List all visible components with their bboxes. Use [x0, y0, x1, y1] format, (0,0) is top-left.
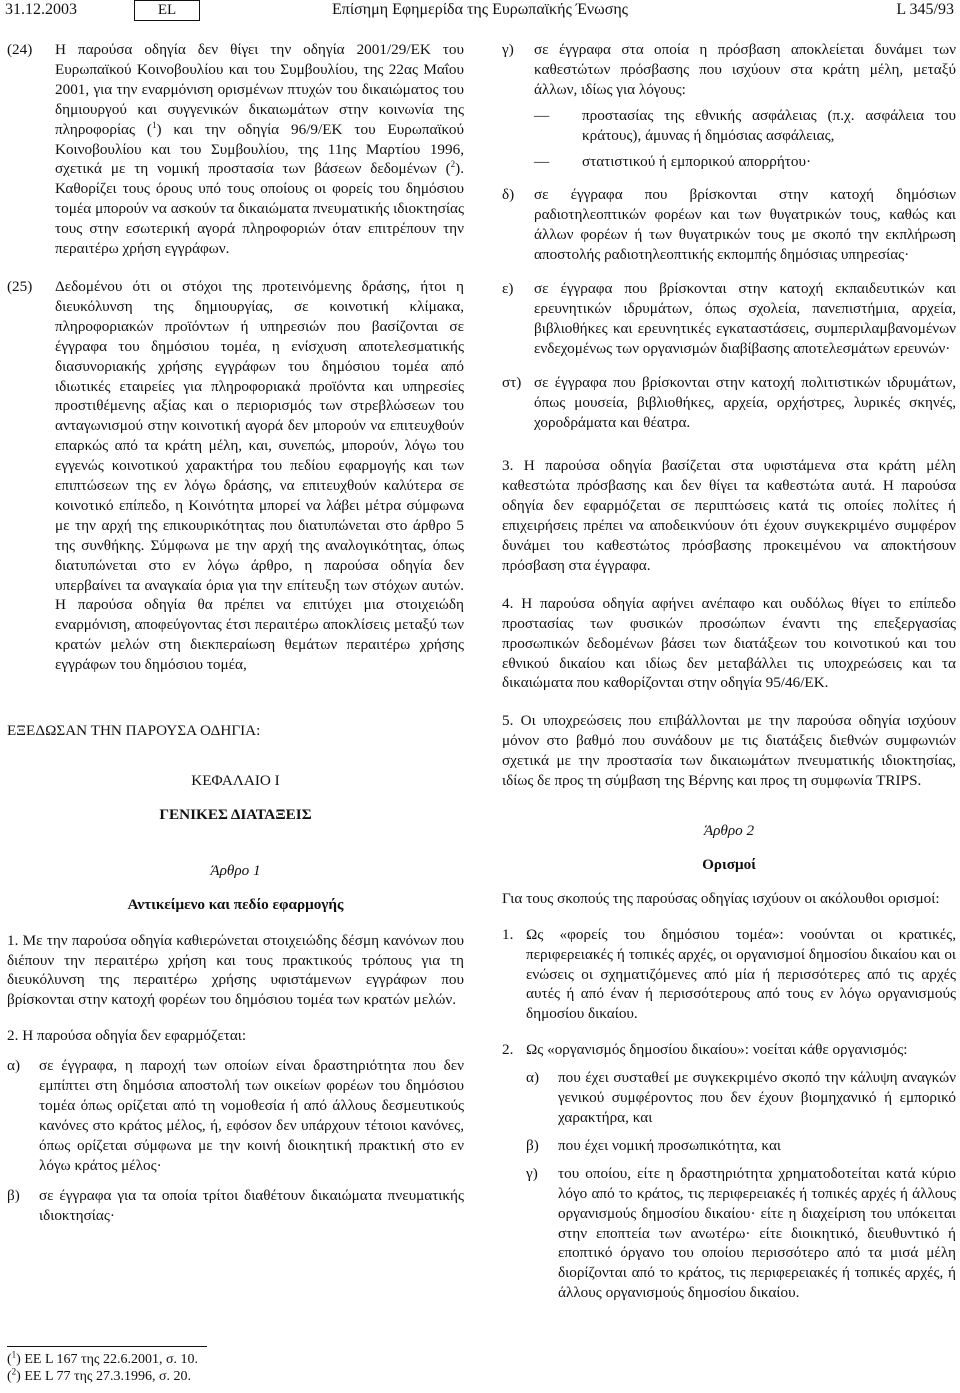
journal-title: Επίσημη Εφημερίδα της Ευρωπαϊκής Ένωσης: [331, 1, 629, 18]
item-label: β): [526, 1136, 539, 1154]
footnote-ref[interactable]: 1: [151, 119, 157, 130]
article-number: Άρθρο 2: [703, 822, 755, 839]
chapter-title: ΓΕΝΙΚΕΣ ΔΙΑΤΑΞΕΙΣ: [159, 805, 312, 823]
publication-date: 31.12.2003: [5, 1, 77, 18]
item-label: 1.: [502, 925, 514, 943]
list-item: [526, 1164, 956, 1303]
item-text: του οποίου, είτε η δραστηριότητα χρηματοδοτείται κατά κύριο λόγο από το κράτος, τις περιφερειακές ή τοπικές αρχές ή άλλους οργανισμούς δημοσίου δικαίου· είτε η διαχείριση του υπόκειται στην εποπτεία των ανωτέρω· είτε διοικητικό, διευθυντικό ή εποπτικό όργανο του οποίου περισσότερο από τα μισά μέλη διορίζονται από το κράτος, τις περιφερειακές ή τοπικές αρχές, ή άλλους οργανισμούς δημοσίου δικαίου.: [558, 1164, 956, 1302]
item-label: δ): [502, 186, 515, 204]
item-text: σε έγγραφα στα οποία η πρόσβαση αποκλείεται δυνάμει των καθεστώτων πρόσβασης που ισχύουν στα κράτη μέλη, μεταξύ άλλων, ιδίως για λόγους:: [534, 41, 956, 98]
article-paragraph: 4. Η παρούσα οδηγία αφήνει ανέπαφο και ουδόλως θίγει το επίπεδο προστασίας των φυσικών προσώπων έναντι της επεξεργασίας προσωπικών δεδομένων βάσει των διατάξεων του κοινοτικού και του εθνικού δικαίου και ιδίως δεν μεταβάλλει τις υποχρεώσεις και τα δικαιώματα που καθορίζονται στην οδηγία 95/46/ΕΚ.: [502, 594, 956, 692]
footnote-ref[interactable]: 2: [450, 159, 456, 170]
item-label: α): [7, 1057, 21, 1075]
recital-text: Δεδομένου ότι οι στόχοι της προτεινόμενης δράσης, ήτοι η διευκόλυνση της δημιουργίας, σε κοινοτική κλίμακα, πληροφοριακών προϊόντων ή υπηρεσιών που βασίζονται σε έγγραφα του δημόσιου τομέα, η ενίσχυση αποτελεσματικής διασυνοριακής χρήσης εγγράφων του δημόσιου τομέα από ιδιωτικές εταιρείες για πληροφοριακά προϊόντα και υπηρεσίες προστιθέμενης αξίας και ο περιορισμός των στρεβλώσεων του ανταγωνισμού στην κοινοτική αγορά δεν μπορούν να επιτευχθούν επαρκώς από τα κράτη μέλη, και, συνεπώς, μπορούν, λόγω του εγγενώς κοινοτικού χαρακτήρα του πεδίου εφαρμογής και των επιπτώσεων της εν λόγω δράσης, να επιτευχθούν καλύτερα σε κοινοτικό επίπεδο, η Κοινότητα μπορεί να λάβει μέτρα σύμφωνα με την αρχή της επικουρικότητας που διατυπώνεται στο άρθρο 5 της συνθήκης. Σύμφωνα με την αρχή της αναλογικότητας, όπως διατυπώνεται στο εν λόγω άρθρο, η παρούσα οδηγία δεν υπερβαίνει τα αναγκαία όρια για την επίτευξη των στόχων αυτών. Η παρούσα οδηγία θα πρέπει να επιτύχει μια στοιχειώδη εναρμόνιση, αποφεύγοντας έτσι περαιτέρω αποκλίσεις μεταξύ των κρατών μελών στη διεκπεραίωση θεμάτων περαιτέρω χρήσης εγγράφων του δημόσιου τομέα,: [55, 277, 464, 674]
list-item: [526, 1136, 956, 1156]
list-item: [502, 373, 956, 433]
chapter-number: ΚΕΦΑΛΑΙΟ I: [191, 772, 280, 789]
list-item: [526, 1068, 956, 1128]
item-label: γ): [526, 1164, 538, 1182]
item-text: σε έγγραφα, η παροχή των οποίων είναι δραστηριότητα που δεν εμπίπτει στη δημόσια αποστολή των οικείων φορέων του δημόσιου τομέα όπως ορίζεται από τη νομοθεσία ή από άλλους δεσμευτικούς κανόνες στο κράτος μέλος, ή, εφόσον δεν υπάρχουν τέτοιοι κανόνες, όπως ορίζεται σύμφωνα με την κοινή διοικητική πρακτική στο εν λόγω κράτος μέλος·: [39, 1057, 464, 1174]
list-item: [7, 1056, 464, 1175]
recital-24: [7, 40, 464, 259]
item-text: σε έγγραφα που βρίσκονται στην κατοχή δημόσιων ραδιοτηλεοπτικών φορέων και των θυγατρικών τους, καθώς και άλλων φορέων ή των θυγατρικών τους με σκοπό την εκπλήρωση αποστολής ραδιοτηλεοπτικής εκπομπής δημόσιας υπηρεσίας·: [534, 186, 956, 264]
item-text: σε έγγραφα που βρίσκονται στην κατοχή εκπαιδευτικών και ερευνητικών ιδρυμάτων, όπως σχολεία, πανεπιστήμια, αρχεία, βιβλιοθήκες και ερευνητικές εγκαταστάσεις, συμπεριλαμβανομένων ενδεχομένως των οργανισμών διαβίβασης αποτελεσμάτων ερευνών·: [534, 280, 956, 357]
list-item: [502, 40, 956, 171]
footnote: ($^1$) ΕΕ L 167 της 22.6.2001, σ. 10.: [7, 1349, 199, 1367]
page-reference: L 345/93: [896, 1, 954, 18]
article-paragraph: 1. Με την παρούσα οδηγία καθιερώνεται στοιχειώδης δέσμη κανόνων που διέπουν την περαιτέρω χρήση και τους πρακτικούς τρόπους για τη διευκόλυνση της περαιτέρω χρήσης υφιστάμενων εγγράφων που βρίσκονται στην κατοχή φορέων του δημόσιου τομέα των κρατών μελών.: [7, 931, 464, 1009]
dash-label: —: [534, 106, 550, 124]
dash-item: [534, 152, 956, 172]
article-title: Αντικείμενο και πεδίο εφαρμογής: [127, 895, 344, 913]
item-text: που έχει νομική προσωπικότητα, και: [558, 1136, 781, 1154]
right-column: [502, 40, 956, 1303]
item-label: ε): [502, 280, 514, 298]
recital-number: (25): [7, 277, 33, 295]
dash-label: —: [534, 152, 550, 170]
list-item: [7, 1186, 464, 1226]
page-header: [0, 0, 960, 28]
item-label: α): [526, 1069, 540, 1087]
item-text: Ως «οργανισμός δημοσίου δικαίου»: νοείται κάθε οργανισμός:: [526, 1041, 908, 1059]
definition-item: [502, 1040, 956, 1303]
article-paragraph: 2. Η παρούσα οδηγία δεν εφαρμόζεται:: [7, 1027, 247, 1045]
item-text: που έχει συσταθεί με συγκεκριμένο σκοπό την κάλυψη αναγκών γενικού συμφέροντος που δεν έχουν βιομηχανικό ή εμπορικό χαρακτήρα, και: [558, 1069, 956, 1126]
list-item: [502, 185, 956, 265]
article-paragraph: Για τους σκοπούς της παρούσας οδηγίας ισχύουν οι ακόλουθοι ορισμοί:: [502, 889, 940, 907]
item-label: 2.: [502, 1041, 514, 1059]
item-text: σε έγγραφα για τα οποία τρίτοι διαθέτουν δικαιώματα πνευματικής ιδιοκτησίας·: [39, 1186, 464, 1224]
definition-item: [502, 925, 956, 1025]
left-column: [7, 40, 464, 1225]
dash-text: στατιστικού ή εμπορικού απορρήτου·: [582, 152, 812, 170]
enacting-formula: ΕΞΕΔΩΣΑΝ ΤΗΝ ΠΑΡΟΥΣΑ ΟΔΗΓΙΑ:: [7, 722, 261, 740]
item-label: γ): [502, 41, 514, 58]
language-box: EL: [134, 0, 200, 21]
item-label: β): [7, 1186, 20, 1204]
article-number: Άρθρο 1: [210, 861, 261, 879]
recital-number: (24): [7, 41, 33, 58]
dash-text: προστασίας της εθνικής ασφάλειας (π.χ. ασφάλεια του κράτους), άμυνας ή δημόσιας ασφάλειας,: [582, 106, 956, 144]
footnote: ($^2$) ΕΕ L 77 της 27.3.1996, σ. 20.: [7, 1366, 192, 1384]
list-item: [502, 279, 956, 359]
item-text: σε έγγραφα που βρίσκονται στην κατοχή πολιτιστικών ιδρυμάτων, όπως μουσεία, βιβλιοθήκες, αρχεία, ορχήστρες, λυρικές σκηνές, χοροδράματα και θέατρα.: [534, 373, 956, 431]
item-text: Ως «φορείς του δημόσιου τομέα»: νοούνται οι κρατικές, περιφερειακές ή τοπικές αρχές, οι οργανισμοί δημοσίου δικαίου και οι ενώσεις οι σχηματιζόμενες από μία ή περισσότερες από τις αρχές αυτές ή από έναν ή περισσότερους από τους εν λόγω οργανισμούς δημοσίου δικαίου.: [526, 925, 956, 1023]
article-title: Ορισμοί: [702, 855, 756, 873]
article-paragraph: 5. Οι υποχρεώσεις που επιβάλλονται με την παρούσα οδηγία ισχύουν μόνον στο βαθμό που συνάδουν με τις διατάξεις διεθνών συμφωνιών σχετικά με την προστασία των δικαιωμάτων πνευματικής ιδιοκτησίας, ιδίως δε προς τη σύμβαση της Βέρνης και προς τη συμφωνία TRIPS.: [502, 712, 956, 790]
recital-text: Η παρούσα οδηγία δεν θίγει την οδηγία 2001/29/ΕΚ του Ευρωπαϊκού Κοινοβουλίου και του Συμβουλίου, της 22ας Μαΐου 2001, για την εναρμόνιση ορισμένων πτυχών του δικαιώματος του δημιουργού και συγγενικών δικαιωμάτων στην κοινωνία της πληροφορίας ($^1$) και την οδηγία 96/9/ΕΚ του Ευρωπαϊκού Κοινοβουλίου και του Συμβουλίου, της 11ης Μαρτίου 1996, σχετικά με τη νομική προστασία των βάσεων δεδομένων ($^2$). Καθορίζει τους όρους υπό τους οποίους οι φορείς του δημόσιου τομέα μπορούν να ασκούν τα δικαιώματα πνευματικής ιδιοκτησίας τους στην εσωτερική αγορά πληροφοριών όταν επιτρέπουν την περαιτέρω χρήση εγγράφων.: [55, 41, 464, 258]
dash-item: [534, 106, 956, 146]
footnotes: [7, 1346, 207, 1385]
recital-25: [7, 277, 464, 675]
article-paragraph: 3. Η παρούσα οδηγία βασίζεται στα υφιστάμενα στα κράτη μέλη καθεστώτα πρόσβασης και δεν θίγει τα καθεστώτα αυτά. Η παρούσα οδηγία δεν εφαρμόζεται σε περιπτώσεις κατά τις οποίες πολίτες ή επιχειρήσεις πρέπει να αποδεικνύουν ότι έχουν συγκεκριμένο συμφέρον δυνάμει του καθεστώτος πρόσβασης προκειμένου να αποκτήσουν πρόσβαση στα έγγραφα.: [502, 457, 956, 574]
item-label: στ): [502, 373, 522, 391]
